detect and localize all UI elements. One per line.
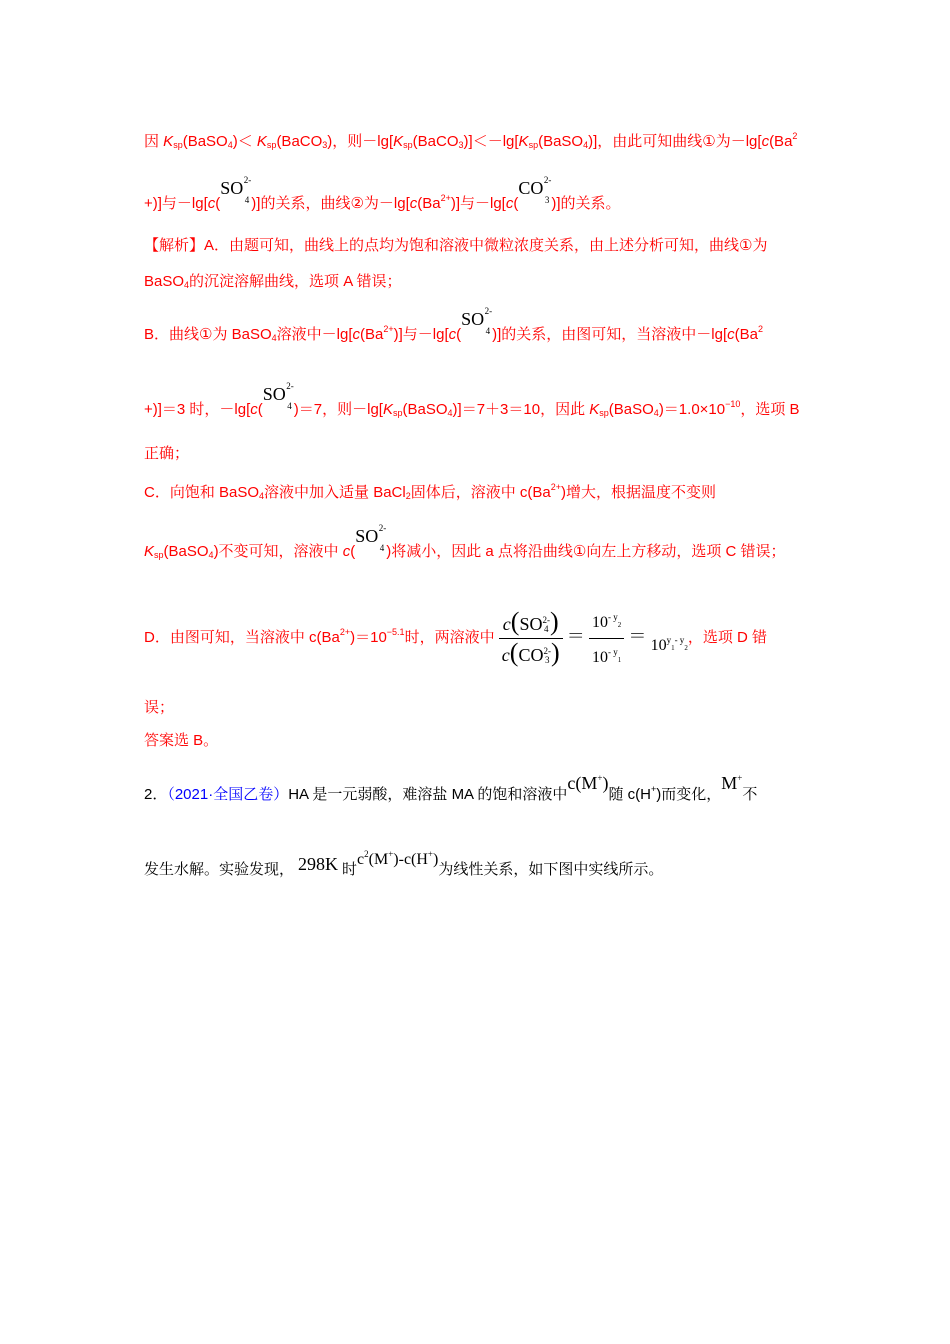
- ksp-symbol: K: [256, 133, 267, 150]
- text: (Ba: [734, 326, 758, 343]
- text: HA 是一元弱酸，难溶盐 MA 的饱和溶液中: [288, 786, 568, 803]
- concentration-symbol: c: [448, 326, 457, 343]
- text: (: [215, 195, 221, 212]
- subscript: sp: [528, 140, 539, 150]
- text: 为线性关系，如下图中实线所示。: [438, 861, 664, 878]
- analysis-line-8: [144, 477, 716, 506]
- analysis-line-11: [144, 698, 174, 718]
- subscript: 2: [405, 491, 411, 501]
- answer-line: [144, 731, 218, 751]
- text: (: [257, 401, 263, 418]
- text: (BaCO: [412, 133, 459, 150]
- sulfate-ion: SO 2- 4: [461, 306, 493, 336]
- sulfate-ion: SO 2- 4: [355, 523, 387, 553]
- text: ，选项 B: [740, 401, 800, 418]
- analysis-line-5: [144, 306, 764, 348]
- carbonate-ion: CO 2- 3: [518, 175, 552, 205]
- subscript: sp: [599, 408, 609, 418]
- text: (BaSO: [182, 133, 228, 150]
- subscript: sp: [154, 550, 164, 560]
- text: 正确；: [144, 445, 190, 462]
- linear-relation-expression: $c^2(M^+)-c(H^+)$: [357, 849, 439, 868]
- text: ，选项 D 错: [687, 629, 767, 646]
- analysis-line-7: [144, 444, 189, 464]
- text: 时: [342, 861, 358, 878]
- subscript: sp: [266, 140, 277, 150]
- concentration-symbol: c: [505, 195, 514, 212]
- fraction-numerator: c(SO 2- 4 ): [499, 610, 563, 639]
- subscript: 4: [447, 408, 453, 418]
- text: BaSO: [144, 273, 185, 290]
- text: +)]与－lg[: [144, 195, 208, 212]
- text: )]＜－lg[: [463, 133, 519, 150]
- text: (BaSO: [538, 133, 584, 150]
- concentration-symbol: c: [250, 401, 258, 418]
- superscript: 2: [758, 324, 764, 334]
- text: (BaSO: [608, 401, 654, 418]
- analysis-line-10: [144, 582, 767, 682]
- superscript: 2+: [440, 193, 451, 203]
- text: C．向饱和 BaSO: [144, 484, 260, 501]
- text: )]与－lg[: [393, 326, 449, 343]
- subscript: 4: [184, 280, 190, 290]
- ksp-symbol: K: [382, 401, 393, 418]
- concentration-symbol: c: [727, 326, 735, 343]
- text: D．由图可知，当溶液中 c(Ba: [144, 629, 340, 646]
- text: 溶液中加入适量 BaCl: [264, 484, 406, 501]
- text: )]的关系，由图可知，当溶液中－lg[: [492, 326, 728, 343]
- subscript: 3: [458, 140, 464, 150]
- text: (BaSO: [163, 543, 209, 560]
- ksp-symbol: K: [518, 133, 529, 150]
- text: B．曲线①为 BaSO: [144, 326, 272, 343]
- text: 因: [144, 133, 164, 150]
- concentration-symbol: c: [207, 195, 216, 212]
- question-2-line-1: [144, 773, 758, 805]
- superscript: −10: [725, 399, 741, 409]
- text: (: [513, 195, 519, 212]
- concentration-symbol: c: [409, 195, 418, 212]
- superscript: 2+: [550, 482, 562, 492]
- text: )]的关系。: [551, 195, 621, 212]
- text: 发生水解。实验发现，: [144, 861, 295, 878]
- text: )而变化，: [656, 786, 722, 803]
- text: (: [350, 543, 356, 560]
- text: )]与－lg[: [450, 195, 506, 212]
- text: 误；: [144, 699, 175, 716]
- concentration-symbol: c: [761, 133, 770, 150]
- subscript: 4: [271, 333, 277, 343]
- equals-sign: ＝: [628, 626, 647, 646]
- subscript: 4: [208, 550, 214, 560]
- superscript: 2: [792, 131, 798, 141]
- text: (Ba: [360, 326, 384, 343]
- text: (BaSO: [402, 401, 448, 418]
- subscript: 4: [227, 140, 233, 150]
- analysis-line-2: [144, 175, 621, 214]
- temperature-value: 298K: [298, 854, 339, 874]
- equals-sign: ＝: [566, 626, 585, 646]
- text: 溶液中－lg[: [276, 326, 353, 343]
- subscript: sp: [173, 140, 183, 150]
- text: )]的关系，曲线②为－lg[: [251, 195, 410, 212]
- text: )不变可知，溶液中: [213, 543, 343, 560]
- sulfate-ion: SO 2- 4: [220, 175, 252, 205]
- text: A．由题可知，曲线上的点均为饱和溶液中微粒浓度关系，由上述分析可知，曲线①为: [204, 237, 768, 254]
- concentration-symbol: c: [352, 326, 360, 343]
- fraction-numerator: $10^{- y}2$: [589, 606, 624, 639]
- analysis-line-9: [144, 523, 786, 565]
- analysis-heading: 【解析】: [144, 237, 205, 254]
- text: )增大，根据温度不变则: [561, 484, 717, 501]
- question-number: 2．: [144, 786, 168, 803]
- concentration-ratio-fraction: [499, 606, 563, 667]
- text: (Ba: [769, 133, 793, 150]
- analysis-line-6: [144, 381, 800, 423]
- text: +)]＝3 时，－lg[: [144, 401, 251, 418]
- text: )，则－lg[: [327, 133, 394, 150]
- subscript: sp: [403, 140, 413, 150]
- text: )＜: [232, 133, 257, 150]
- text: 不: [742, 786, 758, 803]
- text: )将减小，因此 a 点将沿曲线①向左上方移动，选项 C 错误；: [386, 543, 786, 560]
- ksp-symbol: K: [393, 133, 404, 150]
- text: )＝1.0×10: [658, 401, 726, 418]
- analysis-line-3: [144, 236, 767, 256]
- text: )]，由此可知曲线①为－lg[: [588, 133, 762, 150]
- analysis-line-4: [144, 272, 402, 295]
- fraction-denominator: c(CO 2- 3 ): [501, 637, 560, 667]
- ksp-symbol: K: [589, 401, 600, 418]
- subscript: 4: [583, 140, 589, 150]
- text: (Ba: [417, 195, 441, 212]
- text: )]＝7＋3＝10，因此: [452, 401, 590, 418]
- subscript: 3: [322, 140, 328, 150]
- question-source: （2021·全国乙卷）: [167, 786, 289, 803]
- metal-ion-concentration: c(M+): [567, 773, 609, 793]
- superscript: −5.1: [386, 627, 405, 637]
- text: 随 c(H: [608, 786, 651, 803]
- text: 固体后，溶液中 c(Ba: [410, 484, 551, 501]
- concentration-symbol: c: [342, 543, 351, 560]
- subscript: 4: [259, 491, 265, 501]
- power-ratio-fraction: [589, 606, 624, 671]
- text: )＝7，则－lg[: [293, 401, 383, 418]
- metal-ion: M+: [721, 773, 743, 793]
- question-2-line-2: [144, 849, 664, 880]
- text: 时，两溶液中: [404, 629, 495, 646]
- analysis-line-1: [144, 126, 797, 155]
- text: 的沉淀溶解曲线，选项 A 错误；: [189, 273, 402, 290]
- text: (BaCO: [276, 133, 323, 150]
- superscript: 2+: [383, 324, 394, 334]
- fraction-denominator: $10^{- y}1$: [591, 646, 622, 666]
- text: (: [456, 326, 462, 343]
- text: )＝10: [350, 629, 387, 646]
- superscript: 2+: [339, 627, 351, 637]
- sulfate-ion: SO 2- 4: [262, 381, 294, 411]
- ksp-symbol: K: [163, 133, 174, 150]
- subscript: sp: [393, 408, 403, 418]
- subscript: 4: [653, 408, 659, 418]
- answer-text: 答案选 B。: [144, 732, 219, 749]
- superscript: +: [650, 784, 657, 794]
- power-result: $10^y1^{- y}2$: [650, 635, 688, 654]
- ksp-symbol: K: [144, 543, 155, 560]
